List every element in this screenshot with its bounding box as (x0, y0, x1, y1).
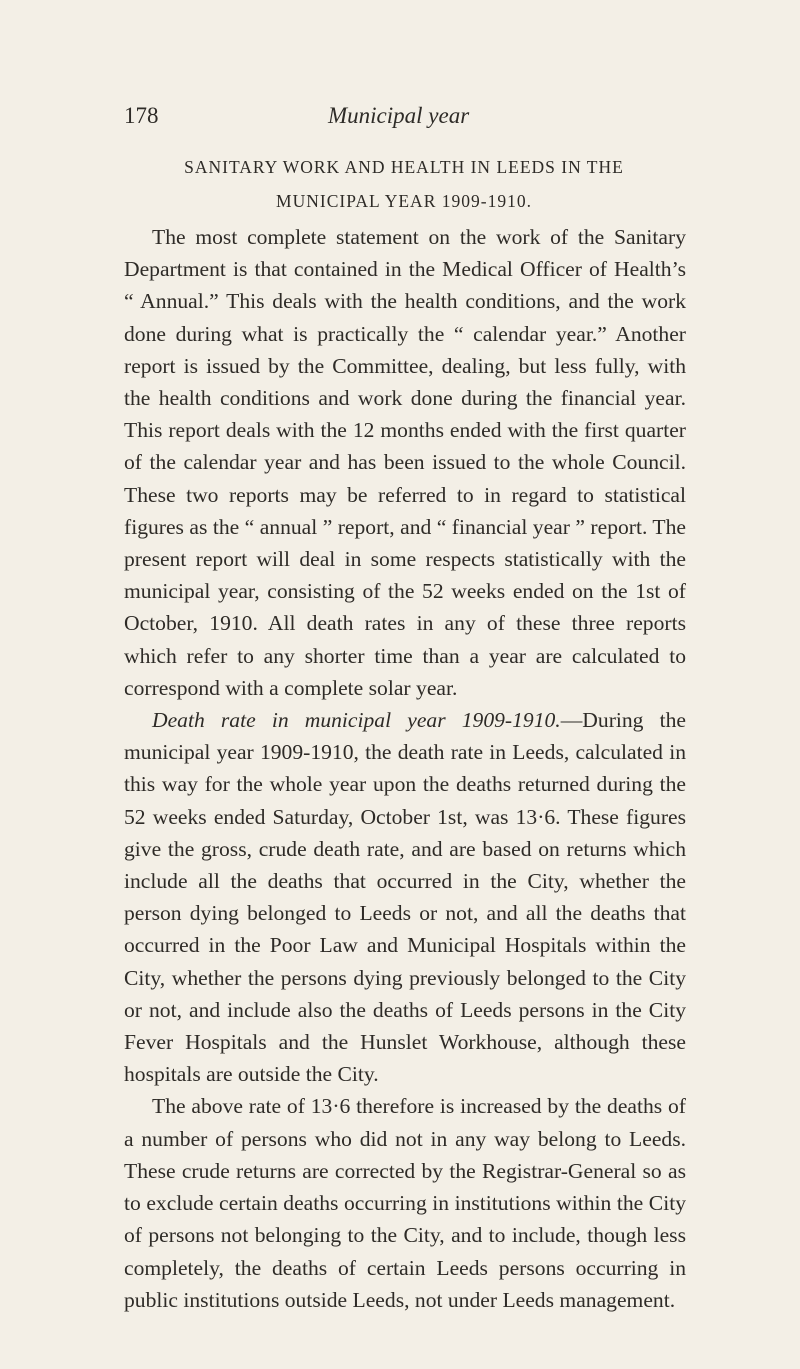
section-title-line-2: MUNICIPAL YEAR 1909-1910. (276, 191, 532, 211)
page-header (124, 103, 684, 133)
section-title-line-1: SANITARY WORK AND HEALTH IN LEEDS IN THE (184, 157, 624, 177)
body-text (124, 221, 686, 1316)
paragraph-2 (124, 704, 686, 1090)
page-number: 178 (124, 103, 159, 128)
paragraph-2-heading: Death rate in municipal year 1909-1910. (152, 708, 561, 733)
paragraph-1: The most complete statement on the work of the Sanitary Department is that contained in the Medical Officer of Health’s “ Annual.” This deals with the health conditions, and the work done during what is practically the “ calendar year.” Another report is issued by the Committee, dealing, but less fully, with the health conditions and work done during the financial year. This report deals with the 12 months ended with the first quarter of the calendar year and has been issued to the whole Council. These two reports may be referred to in regard to statistical figures as the “ annual ” report, and “ financial year ” report. The present report will deal in some respects statistically with the municipal year, consisting of the 52 weeks ended on the 1st of October, 1910. All death rates in any of these three reports which refer to any shorter time than a year are calculated to correspond with a complete solar year. (124, 225, 686, 700)
running-head: Municipal year (328, 103, 470, 128)
section-title (124, 150, 684, 218)
paragraph-3: The above rate of 13·6 therefore is increased by the deaths of a number of persons who did not in any way belong to Leeds. These crude returns are corrected by the Registrar-General so as to exclude certain deaths occurring in institutions within the City of persons not belonging to the City, and to include, though less completely, the deaths of certain Leeds persons occurring in public institutions outside Leeds, not under Leeds management. (124, 1094, 686, 1312)
paragraph-2-text: —During the municipal year 1909-1910, the death rate in Leeds, calculated in this way for the whole year upon the deaths returned during the 52 weeks ended Saturday, October 1st, was 13·6. These figures give the gross, crude death rate, and are based on returns which include all the deaths that occurred in the City, whether the person dying belonged to Leeds or not, and all the deaths that occurred in the Poor Law and Municipal Hospitals within the City, whether the persons dying previously belonged to the City or not, and include also the deaths of Leeds persons in the City Fever Hospitals and the Hunslet Workhouse, although these hospitals are outside the City. (124, 708, 686, 1087)
